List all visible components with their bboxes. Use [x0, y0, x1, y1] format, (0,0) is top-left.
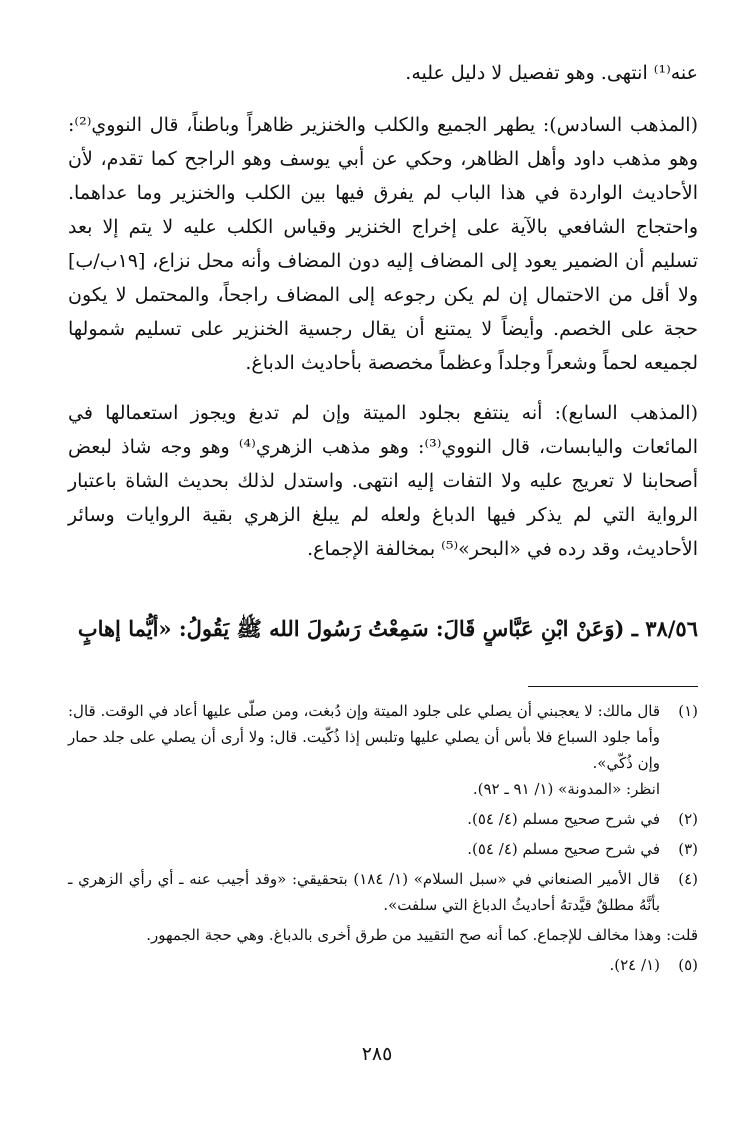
- footnote-3: [68, 836, 698, 862]
- footnote-note: قلت: وهذا مخالف للإجماع. كما أنه صح التقييد من طرق أخرى بالدباغ. وهي حجة الجمهور.: [146, 926, 698, 944]
- footnote-divider: [528, 686, 698, 687]
- footnote-text: قال مالك: لا يعجبني أن يصلي على جلود الميتة وإن دُبغت، ومن صلّى عليها أعاد في الوقت. قال: وأما جلود السباع فلا بأس أن يصلي عليها وتلبس إذا ذُكّيت. قال: ولا أرى أن يصلي على جلد حمار وإن ذُكّي».: [68, 702, 660, 772]
- footnotes-section: [68, 698, 698, 982]
- footnote-number: (١): [678, 702, 698, 720]
- footnote-4: [68, 866, 698, 918]
- footnote-text: قال الأمير الصنعاني في «سبل السلام» (١/ ١٨٤) بتحقيقي: «وقد أجيب عنه ـ أي رأي الزهري ـ بأنَّهُ مطلقٌ قيَّدتهُ أحاديثُ الدباغ التي سلفت».: [68, 870, 660, 914]
- page-number: ٢٨٥: [361, 1043, 393, 1065]
- hadith-heading: ٣٨/٥٦ ـ (وَعَنْ ابْنِ عَبَّاسٍ قَالَ: سَمِعْتُ رَسُولَ الله ﷺ يَقُولُ: «أيُّما إهابٍ: [77, 616, 698, 641]
- footnote-number: (٤): [678, 870, 698, 888]
- paragraph-continuation: عنه⁽¹⁾ انتهى. وهو تفصيل لا دليل عليه.: [405, 62, 698, 84]
- main-text-body: [68, 56, 698, 582]
- footnote-text: (١/ ٢٤).: [609, 956, 660, 974]
- footnote-number: (٥): [678, 956, 698, 974]
- paragraph-sixth-school: (المذهب السادس): يطهر الجميع والكلب والخنزير ظاهراً وباطناً، قال النووي⁽²⁾: وهو مذهب داود وأهل الظاهر، وحكي عن أبي يوسف وهو الراجح كما تقدم، لأن الأحاديث الواردة في هذا الباب لم يفرق فيها بين الكلب والخنزير وما عداهما. واحتجاج الشافعي بالآية على إخراج الخنزير وقياس الكلب عليه لا يتم إلا بعد تسليم أن الضمير يعود إلى المضاف إليه دون المضاف وأنه محل نزاع، [١٩ب/ب] ولا أقل من الاحتمال إن لم يكن رجوعه إلى المضاف راجحاً، والمحتمل لا يكون حجة على الخصم. وأيضاً لا يمتنع أن يقال رجسية الخنزير على تسليم شمولها لجميعه لحماً وشعراً وجلداً وعظماً مخصصة بأحاديث الدباغ.: [68, 114, 698, 374]
- footnote-number: (٣): [678, 840, 698, 858]
- paragraph-seventh-school: (المذهب السابع): أنه ينتفع بجلود الميتة وإن لم تدبغ ويجوز استعمالها في المائعات واليابسات، قال النووي⁽³⁾: وهو مذهب الزهري⁽⁴⁾ وهو وجه شاذ لبعض أصحابنا لا تعريج عليه ولا التفات إليه انتهى. واستدل لذلك بحديث الشاة باعتبار الرواية التي لم يذكر فيها الدباغ ولعله لم يبلغ الزهري بقية الروايات وسائر الأحاديث، وقد رده في «البحر»⁽⁵⁾ بمخالفة الإجماع.: [68, 402, 698, 560]
- footnote-5: [68, 952, 698, 978]
- footnote-text: في شرح صحيح مسلم (٤/ ٥٤).: [467, 810, 660, 828]
- footnote-2: [68, 806, 698, 832]
- footnote-number: (٢): [678, 810, 698, 828]
- footnote-reference: انظر: «المدونة» (١/ ٩١ ـ ٩٢).: [472, 780, 660, 798]
- footnote-1: [68, 698, 698, 802]
- footnote-text: في شرح صحيح مسلم (٤/ ٥٤).: [467, 840, 660, 858]
